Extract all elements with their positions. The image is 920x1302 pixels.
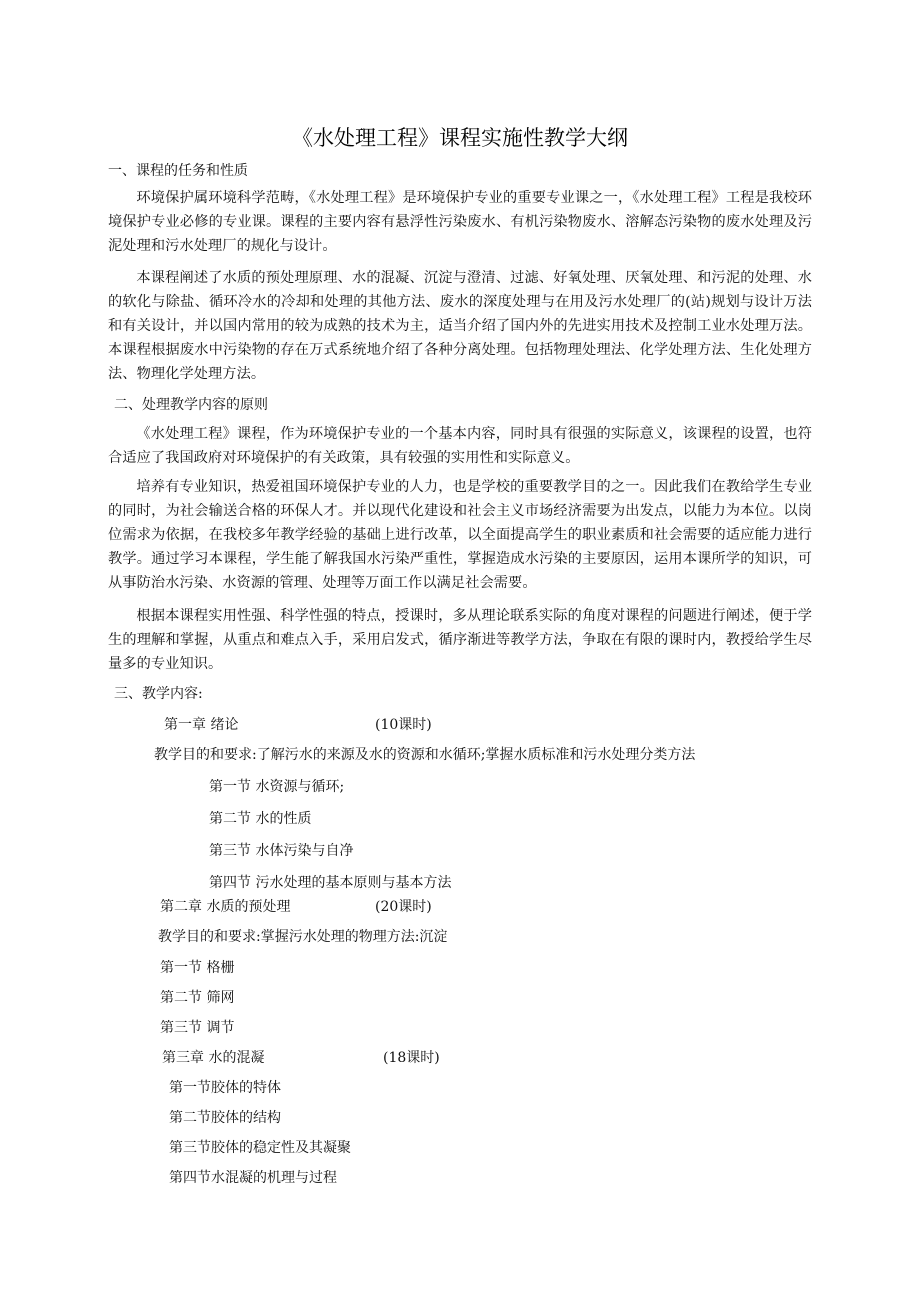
- chapter-1-section-2: 第二节 水的性质: [209, 811, 312, 827]
- chapter-1-hours: (10课时): [375, 717, 432, 733]
- chapter-2-section-2: 第二节 筛网: [160, 990, 235, 1006]
- paragraph-4: 培养有专业知识，热爱祖国环境保护专业的人力，也是学校的重要教学目的之一。因此我们在教给学生专业的同时，为社会输送合格的环保人才。并以现代化建设和社会主义市场经济需要为出发点，以能力为本位。以岗位需求为依据，在我校多年教学经验的基础上进行改革，以全面提高学生的职业素质和社会需要的适应能力进行教学。通过学习本课程，学生能了解我国水污染严重性，掌握造成水污染的主要原因，运用本课所学的知识，可从事防治水污染、水资源的管理、处理等万面工作以满足社会需要。: [108, 479, 812, 591]
- chapter-3-section-4: 第四节水混凝的机理与过程: [169, 1170, 337, 1186]
- chapter-3-section-1: 第一节胶体的特体: [169, 1080, 281, 1096]
- paragraph-1: 环境保护属环境科学范畴，《水处理工程》是环境保护专业的重要专业课之一，《水处理工程》工程是我校环境保护专业必修的专业课。课程的主要内容有悬浮性污染废水、有机污染物废水、溶解态污染物的废水处理及污泥处理和污水处理厂的规化与设计。: [108, 190, 812, 254]
- chapter-2-section-1: 第一节 格栅: [160, 960, 235, 976]
- document-title: 《水处理工程》课程实施性教学大纲: [292, 126, 628, 150]
- chapter-2-goal: 教学目的和要求:掌握污水处理的物理方法:沉淀: [158, 929, 448, 945]
- section-heading-3: 三、教学内容:: [114, 686, 203, 702]
- chapter-1-section-3: 第三节 水体污染与自净: [209, 843, 354, 859]
- paragraph-5: 根据本课程实用性强、科学性强的特点，授课时，多从理论联系实际的角度对课程的问题进行阐述，便于学生的理解和掌握，从重点和难点入手，采用启发式，循序渐进等教学方法，争取在有限的课时内，教授给学生尽量多的专业知识。: [108, 608, 812, 672]
- chapter-3-hours: (18课时): [383, 1050, 440, 1066]
- paragraph-3: 《水处理工程》课程，作为环境保护专业的一个基本内容，同时具有很强的实际意义，该课程的设置，也符合适应了我国政府对环境保护的有关政策，具有较强的实用性和实际意义。: [108, 426, 812, 466]
- chapter-1-section-1: 第一节 水资源与循环;: [209, 779, 345, 795]
- chapter-1-section-4: 第四节 污水处理的基本原则与基本方法: [209, 875, 452, 891]
- chapter-2-hours: (20课时): [375, 899, 432, 915]
- chapter-1-title: 第一章 绪论: [164, 717, 239, 733]
- section-heading-1: 一、课程的任务和性质: [108, 163, 248, 179]
- paragraph-2: 本课程阐述了水质的预处理原理、水的混凝、沉淀与澄清、过滤、好氧处理、厌氧处理、和污泥的处理、水的软化与除盐、循环冷水的冷却和处理的其他方法、废水的深度处理与在用及污水处理厂的(站)规划与设计万法和有关设计，并以国内常用的较为成熟的技术为主，适当介绍了国内外的先进实用技术及控制工业水处理万法。本课程根据废水中污染物的存在万式系统地介绍了各种分离处理。包括物理处理法、化学处理方法、生化处理方法、物理化学处理方法。: [108, 270, 812, 382]
- chapter-1-goal: 教学目的和要求:了解污水的来源及水的资源和水循环;掌握水质标准和污水处理分类方法: [154, 747, 696, 763]
- chapter-3-section-2: 第二节胶体的结构: [169, 1110, 281, 1126]
- chapter-2-title: 第二章 水质的预处理: [160, 899, 291, 915]
- section-heading-2: 二、处理教学内容的原则: [114, 397, 268, 413]
- chapter-2-section-3: 第三节 调节: [160, 1020, 235, 1036]
- chapter-3-title: 第三章 水的混凝: [162, 1050, 265, 1066]
- chapter-3-section-3: 第三节胶体的稳定性及其凝聚: [169, 1140, 351, 1156]
